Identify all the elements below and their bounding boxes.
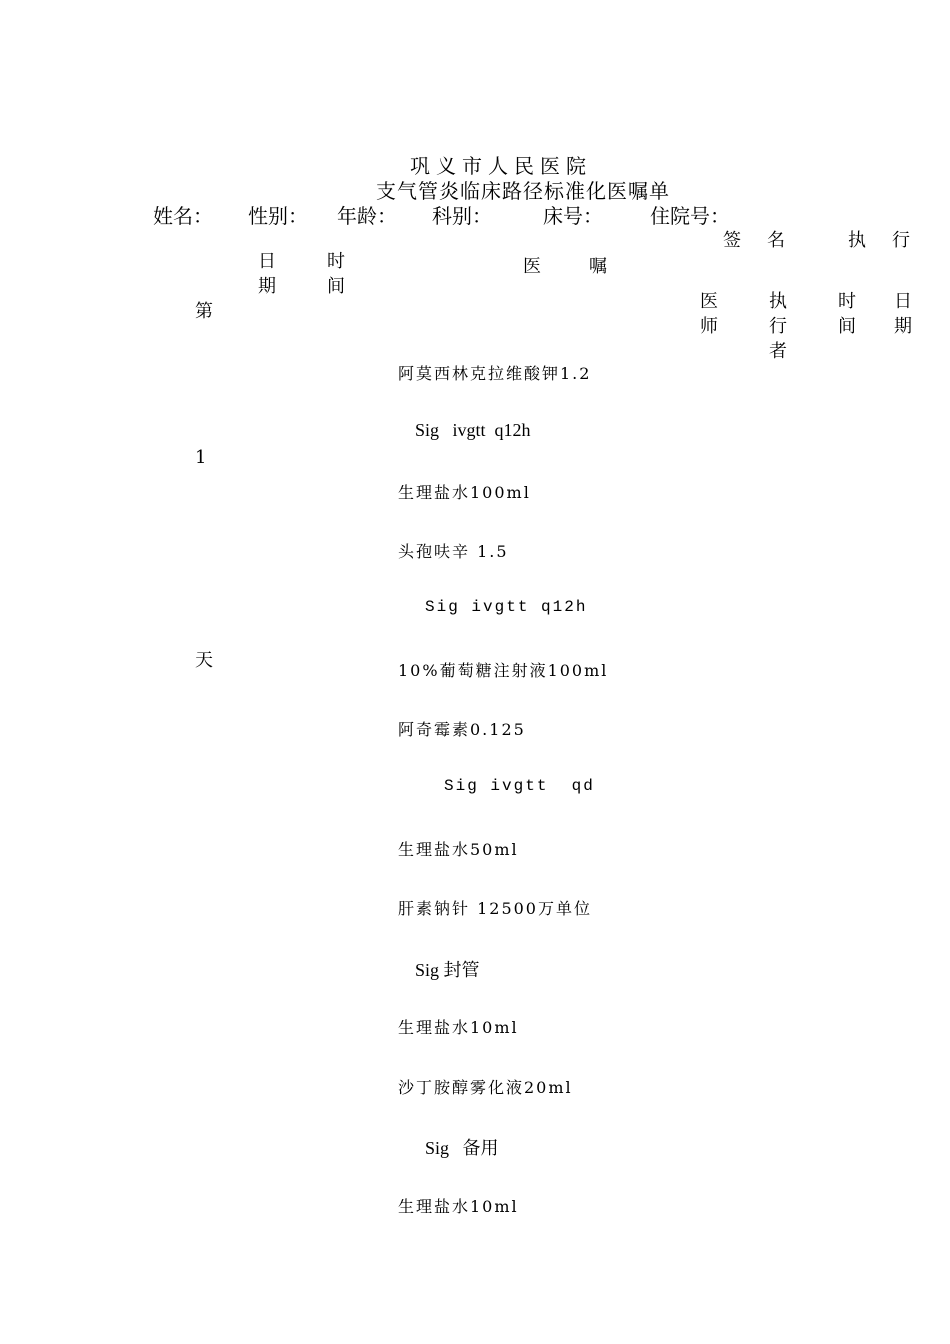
header-exec-time-1: 时 <box>838 291 856 312</box>
header-sign-2: 名 <box>767 230 785 251</box>
header-date-2: 期 <box>258 276 276 297</box>
order-item: 肝素钠针 12500万单位 <box>398 899 592 918</box>
order-item: Sig ivgtt q12h <box>425 598 588 616</box>
header-sign-1: 签 <box>723 230 741 251</box>
order-item: 10%葡萄糖注射液100ml <box>398 661 609 680</box>
header-executor-1: 执 <box>769 291 787 312</box>
form-title: 支气管炎临床路径标准化医嘱单 <box>376 179 670 203</box>
header-exec-1: 执 <box>848 230 866 251</box>
day-label-1: 第 <box>195 301 213 322</box>
header-doctor-2: 师 <box>700 316 718 337</box>
order-item: 生理盐水10ml <box>398 1018 519 1037</box>
header-order-1: 医 <box>523 256 541 277</box>
order-item: 头孢呋辛 1.5 <box>398 542 509 561</box>
header-executor-3: 者 <box>769 341 787 362</box>
name-label: 姓名： <box>153 204 213 228</box>
header-exec-date-1: 日 <box>894 291 912 312</box>
day-label-3: 天 <box>195 650 213 671</box>
gender-label: 性别： <box>248 204 308 228</box>
header-order-2: 嘱 <box>589 256 607 277</box>
order-item: 阿奇霉素0.125 <box>398 720 526 739</box>
order-item: 生理盐水50ml <box>398 840 519 859</box>
age-label: 年龄： <box>337 204 397 228</box>
header-executor-2: 行 <box>769 316 787 337</box>
order-item: Sig 备用 <box>425 1138 499 1158</box>
bed-label: 床号： <box>543 204 603 228</box>
order-item: 生理盐水10ml <box>398 1197 519 1216</box>
header-time-1: 时 <box>327 251 345 272</box>
order-item: Sig ivgtt q12h <box>415 420 531 440</box>
header-exec-time-2: 间 <box>838 316 856 337</box>
header-date-1: 日 <box>258 251 276 272</box>
department-label: 科别： <box>432 204 492 228</box>
order-item: 沙丁胺醇雾化液20ml <box>398 1078 573 1097</box>
header-time-2: 间 <box>327 276 345 297</box>
admission-no-label: 住院号： <box>650 204 730 228</box>
header-exec-date-2: 期 <box>894 316 912 337</box>
order-item: Sig 封管 <box>415 960 480 980</box>
header-exec-2: 行 <box>892 230 910 251</box>
hospital-name: 巩义市人民医院 <box>410 154 592 178</box>
order-item: Sig ivgtt qd <box>444 777 595 795</box>
order-item: 阿莫西林克拉维酸钾1.2 <box>398 364 592 383</box>
day-label-2: 1 <box>195 447 207 468</box>
order-item: 生理盐水100ml <box>398 483 531 502</box>
header-doctor-1: 医 <box>700 291 718 312</box>
